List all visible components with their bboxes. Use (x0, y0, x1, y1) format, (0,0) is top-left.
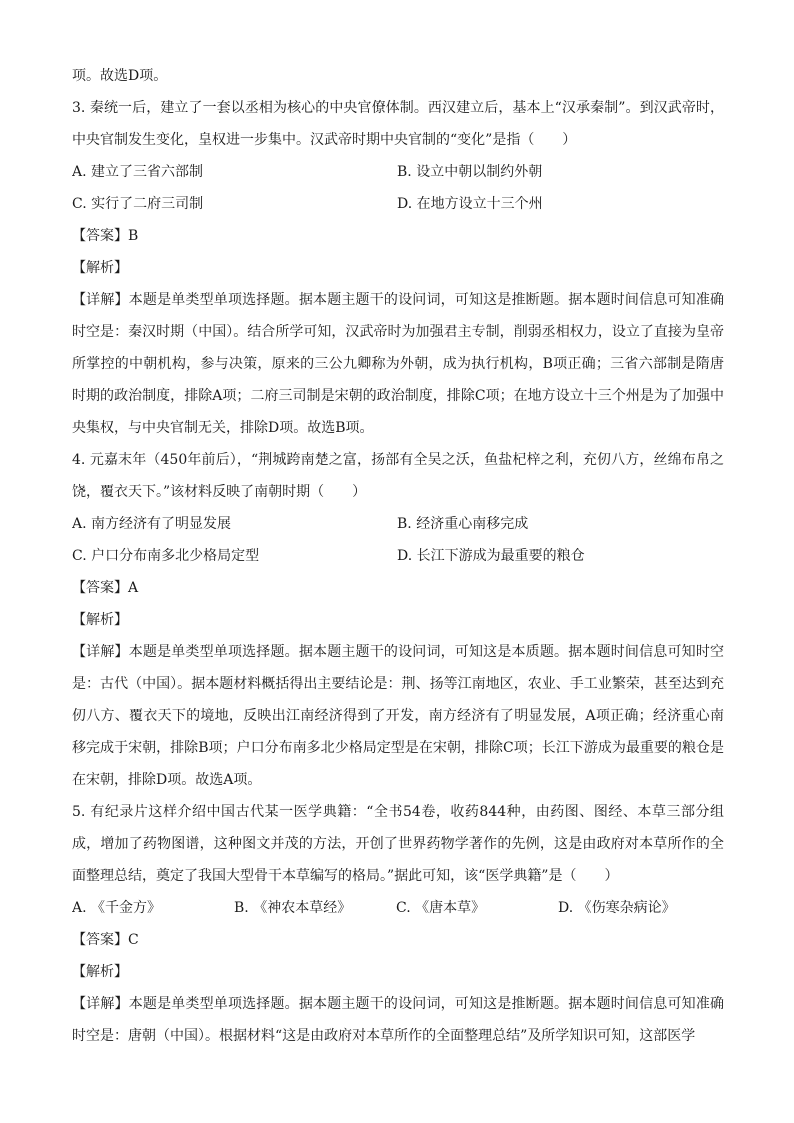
question-5-answer: 【答案】C (72, 932, 139, 948)
question-5-options (72, 892, 724, 924)
question-5-option-a: A. 《千金方》 (72, 900, 162, 916)
question-4-option-c: C. 户口分布南多北少格局定型 (72, 548, 260, 564)
question-3-option-a: A. 建立了三省六部制 (72, 164, 204, 180)
question-3-detail: 【详解】本题是单类型单项选择题。据本题主题干的设问词，可知这是推断题。据本题时间信息可知准确时空是：秦汉时期（中国）。结合所学可知，汉武帝时为加强君主专制，削弱丞相权力，设立了直接为皇帝所掌控的中朝机构，参与决策，原来的三公九卿称为外朝，成为执行机构，B项正确；三省六部制是隋唐时期的政治制度，排除A项；二府三司制是宋朝的政治制度，排除C项；在地方设立十三个州是为了加强中央集权，与中央官制无关，排除D项。故选B项。 (72, 292, 724, 436)
question-5-analysis-label: 【解析】 (72, 964, 128, 980)
document-page (72, 60, 724, 1052)
question-4-option-b: B. 经济重心南移完成 (397, 516, 529, 532)
question-5-option-c: C. 《唐本草》 (396, 900, 486, 916)
question-3-answer: 【答案】B (72, 228, 139, 244)
question-3-option-d: D. 在地方设立十三个州 (397, 196, 543, 212)
question-4-answer: 【答案】A (72, 580, 139, 596)
question-3-stem: 3. 秦统一后，建立了一套以丞相为核心的中央官僚体制。西汉建立后，基本上“汉承秦制”。到汉武帝时，中央官制发生变化，皇权进一步集中。汉武帝时期中央官制的“变化”是指（ ） (72, 100, 724, 148)
question-5-detail: 【详解】本题是单类型单项选择题。据本题主题干的设问词，可知这是推断题。据本题时间信息可知准确时空是：唐朝（中国）。根据材料“这是由政府对本草所作的全面整理总结”及所学知识可知，这部医学 (72, 996, 724, 1044)
question-4-option-d: D. 长江下游成为最重要的粮仓 (397, 548, 585, 564)
question-4-options (72, 508, 724, 540)
question-4-stem: 4. 元嘉末年（450年前后），“荆城跨南楚之富，扬部有全吴之沃，鱼盐杞梓之利，充仞八方，丝绵布帛之饶，覆衣天下。”该材料反映了南朝时期（ ） (72, 452, 724, 500)
question-4-detail: 【详解】本题是单类型单项选择题。据本题主题干的设问词，可知这是本质题。据本题时间信息可知时空是：古代（中国）。据本题材料概括得出主要结论是：荆、扬等江南地区，农业、手工业繁荣，甚至达到充仞八方、覆衣天下的境地，反映出江南经济得到了开发，南方经济有了明显发展，A项正确；经济重心南移完成于宋朝，排除B项；户口分布南多北少格局定型是在宋朝，排除C项；长江下游成为最重要的粮仓是在宋朝，排除D项。故选A项。 (72, 644, 724, 788)
question-4-options-row2 (72, 540, 724, 572)
question-5-stem: 5. 有纪录片这样介绍中国古代某一医学典籍：“全书54卷，收药844种，由药图、图经、本草三部分组成，增加了药物图谱，这种图文并茂的方法，开创了世界药物学著作的先例，这是由政府对本草所作的全面整理总结，奠定了我国大型骨干本草编写的格局。”据此可知，该“医学典籍”是（ ） (72, 804, 724, 884)
question-3-analysis-label: 【解析】 (72, 260, 128, 276)
question-5-option-b: B. 《神农本草经》 (234, 900, 352, 916)
question-4-analysis-label: 【解析】 (72, 612, 128, 628)
question-3-options-row2 (72, 188, 724, 220)
question-3-options (72, 156, 724, 188)
question-5-option-d: D. 《伤寒杂病论》 (558, 900, 676, 916)
question-3-option-c: C. 实行了二府三司制 (72, 196, 204, 212)
question-4-option-a: A. 南方经济有了明显发展 (72, 516, 232, 532)
question-3-option-b: B. 设立中朝以制约外朝 (397, 164, 543, 180)
lead-text: 项。故选D项。 (72, 68, 168, 84)
